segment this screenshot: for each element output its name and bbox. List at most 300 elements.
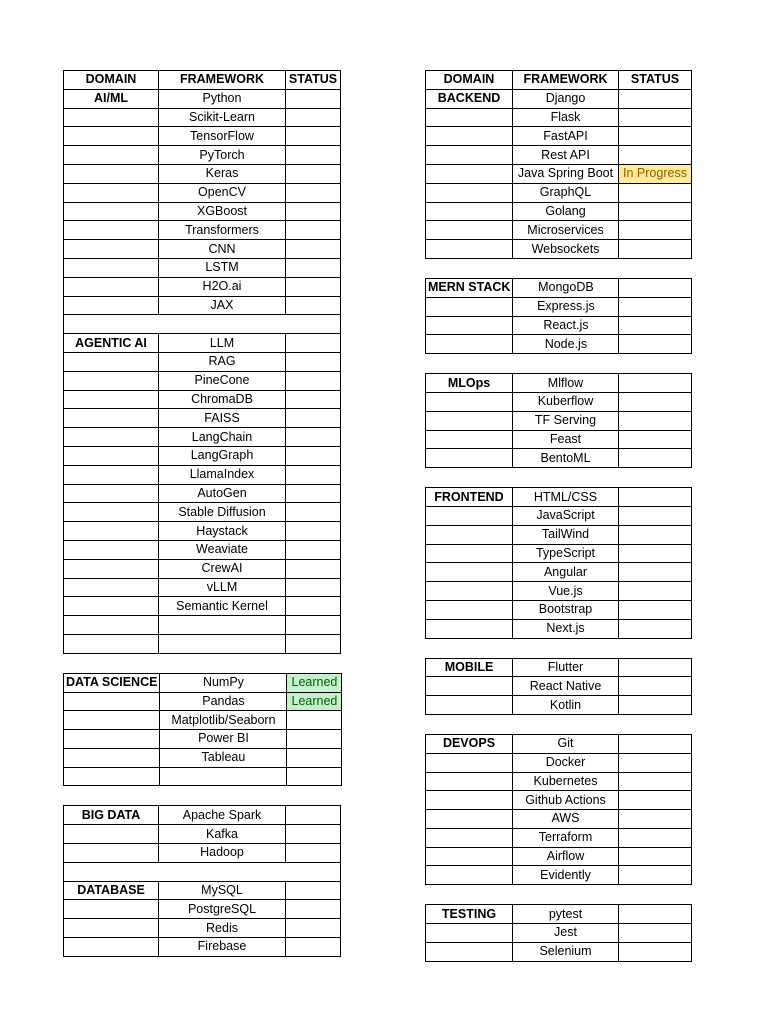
status-cell[interactable] bbox=[619, 449, 692, 468]
status-cell[interactable] bbox=[286, 127, 341, 146]
status-cell[interactable] bbox=[619, 202, 692, 221]
status-cell[interactable] bbox=[287, 748, 342, 767]
domain-cell[interactable] bbox=[64, 221, 159, 240]
status-cell[interactable] bbox=[286, 578, 341, 597]
framework-cell[interactable]: Github Actions bbox=[513, 791, 619, 810]
table-row bbox=[64, 428, 341, 447]
table-row bbox=[426, 488, 692, 507]
table-row bbox=[426, 791, 692, 810]
framework-cell[interactable]: HTML/CSS bbox=[513, 488, 619, 507]
table-row bbox=[426, 411, 692, 430]
framework-cell[interactable]: Golang bbox=[513, 202, 619, 221]
status-cell[interactable] bbox=[619, 392, 692, 411]
framework-cell[interactable]: Docker bbox=[513, 753, 619, 772]
status-cell[interactable] bbox=[619, 335, 692, 354]
domain-cell[interactable] bbox=[64, 616, 159, 635]
domain-cell[interactable] bbox=[426, 316, 513, 335]
status-cell[interactable] bbox=[286, 844, 341, 863]
status-cell[interactable] bbox=[286, 296, 341, 315]
table-row bbox=[426, 942, 692, 961]
table-row bbox=[426, 297, 692, 316]
framework-cell[interactable]: TypeScript bbox=[513, 544, 619, 563]
status-cell[interactable] bbox=[286, 559, 341, 578]
domain-cell[interactable] bbox=[426, 866, 513, 885]
framework-cell[interactable]: Express.js bbox=[513, 297, 619, 316]
domain-cell[interactable]: MLOps bbox=[426, 374, 513, 393]
framework-cell[interactable]: Kubernetes bbox=[513, 772, 619, 791]
domain-cell[interactable] bbox=[426, 335, 513, 354]
framework-cell[interactable]: Semantic Kernel bbox=[159, 597, 286, 616]
framework-cell[interactable]: MySQL bbox=[159, 881, 286, 900]
framework-cell[interactable]: Kotlin bbox=[513, 696, 619, 715]
domain-cell[interactable] bbox=[64, 559, 159, 578]
domain-cell[interactable]: BACKEND bbox=[426, 89, 513, 108]
framework-cell[interactable]: React.js bbox=[513, 316, 619, 335]
domain-cell[interactable] bbox=[64, 202, 159, 221]
domain-cell[interactable] bbox=[64, 258, 159, 277]
status-cell[interactable] bbox=[619, 696, 692, 715]
status-cell[interactable] bbox=[619, 658, 692, 677]
status-cell[interactable] bbox=[619, 619, 692, 638]
domain-cell[interactable] bbox=[64, 465, 159, 484]
framework-cell[interactable]: BentoML bbox=[513, 449, 619, 468]
header-row bbox=[426, 71, 692, 90]
domain-cell[interactable] bbox=[64, 919, 159, 938]
status-cell[interactable] bbox=[286, 202, 341, 221]
domain-cell[interactable] bbox=[426, 600, 513, 619]
domain-cell[interactable] bbox=[426, 221, 513, 240]
status-cell[interactable] bbox=[286, 258, 341, 277]
table-row bbox=[64, 108, 341, 127]
status-cell[interactable] bbox=[286, 428, 341, 447]
status-cell[interactable] bbox=[286, 503, 341, 522]
status-cell[interactable] bbox=[619, 810, 692, 829]
status-cell[interactable] bbox=[619, 677, 692, 696]
status-header-cell[interactable]: STATUS bbox=[619, 71, 692, 90]
big-data-table bbox=[63, 805, 341, 880]
status-cell[interactable] bbox=[287, 730, 342, 749]
framework-cell[interactable]: Pandas bbox=[160, 692, 287, 711]
table-row bbox=[64, 881, 341, 900]
table-row bbox=[426, 183, 692, 202]
framework-cell[interactable]: Microservices bbox=[513, 221, 619, 240]
status-cell[interactable] bbox=[286, 634, 341, 653]
domain-header-cell[interactable]: DOMAIN bbox=[426, 71, 513, 90]
domain-cell[interactable] bbox=[426, 240, 513, 259]
domain-cell[interactable] bbox=[64, 767, 160, 786]
status-cell[interactable] bbox=[286, 108, 341, 127]
framework-cell[interactable]: Mlflow bbox=[513, 374, 619, 393]
framework-cell[interactable]: Bootstrap bbox=[513, 600, 619, 619]
table-row bbox=[64, 258, 341, 277]
framework-cell[interactable]: Hadoop bbox=[159, 844, 286, 863]
domain-cell[interactable]: MERN STACK bbox=[426, 278, 513, 297]
status-cell[interactable] bbox=[619, 772, 692, 791]
status-cell[interactable] bbox=[286, 446, 341, 465]
domain-cell[interactable] bbox=[64, 428, 159, 447]
domain-cell[interactable] bbox=[426, 791, 513, 810]
framework-cell[interactable]: Kuberflow bbox=[513, 392, 619, 411]
framework-cell[interactable]: PostgreSQL bbox=[159, 900, 286, 919]
status-cell[interactable] bbox=[619, 525, 692, 544]
framework-cell[interactable]: FastAPI bbox=[513, 127, 619, 146]
table-row bbox=[64, 844, 341, 863]
domain-cell[interactable] bbox=[426, 430, 513, 449]
gap bbox=[425, 354, 692, 373]
domain-cell[interactable]: DATABASE bbox=[64, 881, 159, 900]
framework-cell[interactable]: Tableau bbox=[160, 748, 287, 767]
status-cell[interactable] bbox=[619, 240, 692, 259]
framework-cell[interactable]: Python bbox=[159, 89, 286, 108]
status-cell[interactable] bbox=[619, 791, 692, 810]
framework-cell[interactable]: Weaviate bbox=[159, 540, 286, 559]
domain-cell[interactable] bbox=[426, 753, 513, 772]
table-row bbox=[426, 847, 692, 866]
domain-cell[interactable] bbox=[64, 296, 159, 315]
domain-cell[interactable]: AGENTIC AI bbox=[64, 334, 159, 353]
framework-cell[interactable]: ChromaDB bbox=[159, 390, 286, 409]
domain-cell[interactable]: MOBILE bbox=[426, 658, 513, 677]
domain-cell[interactable] bbox=[64, 692, 160, 711]
framework-cell[interactable]: Redis bbox=[159, 919, 286, 938]
framework-cell[interactable]: Flask bbox=[513, 108, 619, 127]
table-row bbox=[64, 164, 341, 183]
table-row bbox=[64, 522, 341, 541]
status-cell[interactable] bbox=[286, 938, 341, 957]
domain-cell[interactable] bbox=[64, 730, 160, 749]
status-cell[interactable] bbox=[619, 600, 692, 619]
framework-cell[interactable]: TailWind bbox=[513, 525, 619, 544]
domain-cell[interactable] bbox=[426, 392, 513, 411]
domain-cell[interactable]: DATA SCIENCE bbox=[64, 673, 160, 692]
domain-cell[interactable] bbox=[64, 900, 159, 919]
status-cell[interactable] bbox=[286, 597, 341, 616]
framework-cell[interactable]: JAX bbox=[159, 296, 286, 315]
status-cell[interactable] bbox=[286, 825, 341, 844]
framework-cell[interactable] bbox=[159, 616, 286, 635]
domain-cell[interactable] bbox=[426, 164, 513, 183]
framework-cell[interactable] bbox=[160, 767, 287, 786]
framework-cell[interactable]: Angular bbox=[513, 563, 619, 582]
status-cell[interactable] bbox=[619, 108, 692, 127]
domain-cell[interactable] bbox=[426, 810, 513, 829]
status-cell[interactable] bbox=[619, 374, 692, 393]
framework-cell[interactable]: LlamaIndex bbox=[159, 465, 286, 484]
framework-cell[interactable]: TensorFlow bbox=[159, 127, 286, 146]
status-cell[interactable] bbox=[286, 484, 341, 503]
gap bbox=[425, 639, 692, 658]
framework-cell[interactable]: Airflow bbox=[513, 847, 619, 866]
table-row bbox=[426, 127, 692, 146]
table-row bbox=[426, 828, 692, 847]
framework-cell[interactable]: XGBoost bbox=[159, 202, 286, 221]
status-cell[interactable] bbox=[286, 352, 341, 371]
status-cell[interactable] bbox=[619, 828, 692, 847]
framework-cell[interactable]: Git bbox=[513, 734, 619, 753]
domain-cell[interactable] bbox=[426, 146, 513, 165]
table-row bbox=[64, 616, 341, 635]
domain-header-cell[interactable]: DOMAIN bbox=[64, 71, 159, 90]
framework-cell[interactable]: OpenCV bbox=[159, 183, 286, 202]
table-row bbox=[426, 810, 692, 829]
status-cell[interactable] bbox=[286, 164, 341, 183]
framework-cell[interactable]: Terraform bbox=[513, 828, 619, 847]
status-cell[interactable] bbox=[619, 430, 692, 449]
framework-cell[interactable]: PyTorch bbox=[159, 146, 286, 165]
status-cell[interactable] bbox=[286, 540, 341, 559]
framework-cell[interactable]: AWS bbox=[513, 810, 619, 829]
domain-cell[interactable] bbox=[426, 563, 513, 582]
status-cell[interactable] bbox=[286, 334, 341, 353]
domain-cell[interactable] bbox=[64, 634, 159, 653]
status-cell[interactable] bbox=[286, 409, 341, 428]
status-cell[interactable] bbox=[619, 734, 692, 753]
table-row bbox=[426, 374, 692, 393]
status-cell[interactable] bbox=[619, 847, 692, 866]
blank-cell[interactable] bbox=[64, 862, 341, 880]
framework-cell[interactable]: React Native bbox=[513, 677, 619, 696]
table-row bbox=[64, 900, 341, 919]
status-cell[interactable]: Learned bbox=[287, 692, 342, 711]
domain-cell[interactable]: TESTING bbox=[426, 905, 513, 924]
framework-cell[interactable]: CrewAI bbox=[159, 559, 286, 578]
framework-cell[interactable]: Rest API bbox=[513, 146, 619, 165]
backend-table bbox=[425, 70, 692, 259]
table-row bbox=[426, 164, 692, 183]
framework-cell[interactable]: Firebase bbox=[159, 938, 286, 957]
domain-cell[interactable] bbox=[64, 127, 159, 146]
domain-cell[interactable] bbox=[64, 825, 159, 844]
table-row bbox=[426, 866, 692, 885]
status-cell[interactable] bbox=[619, 563, 692, 582]
status-cell[interactable] bbox=[619, 297, 692, 316]
framework-cell[interactable]: RAG bbox=[159, 352, 286, 371]
aiml-table bbox=[63, 70, 341, 333]
framework-header-cell[interactable]: FRAMEWORK bbox=[159, 71, 286, 90]
domain-cell[interactable] bbox=[426, 924, 513, 943]
framework-cell[interactable]: Haystack bbox=[159, 522, 286, 541]
status-cell[interactable] bbox=[286, 221, 341, 240]
table-row bbox=[64, 409, 341, 428]
status-cell[interactable] bbox=[619, 488, 692, 507]
status-cell[interactable] bbox=[619, 905, 692, 924]
framework-cell[interactable]: Transformers bbox=[159, 221, 286, 240]
table-row bbox=[64, 334, 341, 353]
framework-cell[interactable]: Node.js bbox=[513, 335, 619, 354]
status-cell[interactable] bbox=[286, 616, 341, 635]
domain-cell[interactable] bbox=[64, 597, 159, 616]
framework-header-cell[interactable]: FRAMEWORK bbox=[513, 71, 619, 90]
table-row bbox=[64, 938, 341, 957]
framework-cell[interactable]: Jest bbox=[513, 924, 619, 943]
status-cell[interactable] bbox=[619, 221, 692, 240]
domain-cell[interactable] bbox=[426, 525, 513, 544]
status-cell[interactable] bbox=[286, 881, 341, 900]
framework-cell[interactable]: LSTM bbox=[159, 258, 286, 277]
gap bbox=[425, 468, 692, 487]
status-cell[interactable] bbox=[286, 900, 341, 919]
framework-cell[interactable]: Stable Diffusion bbox=[159, 503, 286, 522]
domain-cell[interactable] bbox=[426, 942, 513, 961]
domain-cell[interactable] bbox=[426, 619, 513, 638]
domain-cell[interactable] bbox=[426, 506, 513, 525]
domain-cell[interactable] bbox=[64, 503, 159, 522]
table-row bbox=[426, 430, 692, 449]
framework-cell[interactable]: Vue.js bbox=[513, 582, 619, 601]
framework-cell[interactable]: Power BI bbox=[160, 730, 287, 749]
framework-cell[interactable]: Evidently bbox=[513, 866, 619, 885]
status-cell[interactable] bbox=[286, 146, 341, 165]
status-cell[interactable] bbox=[286, 277, 341, 296]
frontend-table bbox=[425, 487, 692, 638]
framework-cell[interactable]: JavaScript bbox=[513, 506, 619, 525]
status-cell[interactable] bbox=[619, 278, 692, 297]
status-cell[interactable]: In Progress bbox=[619, 164, 692, 183]
framework-cell[interactable]: Next.js bbox=[513, 619, 619, 638]
status-cell[interactable] bbox=[286, 183, 341, 202]
domain-cell[interactable] bbox=[64, 446, 159, 465]
status-cell[interactable] bbox=[619, 866, 692, 885]
framework-cell[interactable]: FAISS bbox=[159, 409, 286, 428]
domain-cell[interactable] bbox=[426, 677, 513, 696]
status-cell[interactable] bbox=[619, 506, 692, 525]
blank-cell[interactable] bbox=[64, 315, 341, 333]
domain-cell[interactable] bbox=[64, 164, 159, 183]
status-cell[interactable] bbox=[286, 371, 341, 390]
framework-cell[interactable]: AutoGen bbox=[159, 484, 286, 503]
domain-cell[interactable]: FRONTEND bbox=[426, 488, 513, 507]
testing-table bbox=[425, 904, 692, 961]
table-row bbox=[426, 146, 692, 165]
domain-cell[interactable] bbox=[64, 711, 160, 730]
domain-cell[interactable] bbox=[64, 277, 159, 296]
domain-cell[interactable] bbox=[64, 409, 159, 428]
framework-cell[interactable]: Apache Spark bbox=[159, 806, 286, 825]
domain-cell[interactable] bbox=[426, 108, 513, 127]
status-cell[interactable] bbox=[619, 183, 692, 202]
framework-cell[interactable]: CNN bbox=[159, 240, 286, 259]
framework-cell[interactable]: Kafka bbox=[159, 825, 286, 844]
framework-cell[interactable]: Django bbox=[513, 89, 619, 108]
framework-cell[interactable]: Flutter bbox=[513, 658, 619, 677]
framework-cell[interactable]: vLLM bbox=[159, 578, 286, 597]
domain-cell[interactable] bbox=[64, 844, 159, 863]
domain-cell[interactable] bbox=[64, 240, 159, 259]
status-cell[interactable] bbox=[619, 127, 692, 146]
domain-cell[interactable] bbox=[64, 938, 159, 957]
framework-cell[interactable]: LangGraph bbox=[159, 446, 286, 465]
domain-cell[interactable] bbox=[64, 390, 159, 409]
data-science-table bbox=[63, 673, 342, 787]
framework-cell[interactable]: LLM bbox=[159, 334, 286, 353]
status-cell[interactable] bbox=[286, 465, 341, 484]
domain-cell[interactable] bbox=[64, 748, 160, 767]
domain-cell[interactable] bbox=[426, 582, 513, 601]
framework-cell[interactable]: PineCone bbox=[159, 371, 286, 390]
framework-cell[interactable]: GraphQL bbox=[513, 183, 619, 202]
framework-cell[interactable]: H2O.ai bbox=[159, 277, 286, 296]
framework-cell[interactable]: Websockets bbox=[513, 240, 619, 259]
domain-cell[interactable]: BIG DATA bbox=[64, 806, 159, 825]
domain-cell[interactable] bbox=[426, 297, 513, 316]
framework-cell[interactable]: pytest bbox=[513, 905, 619, 924]
status-cell[interactable] bbox=[619, 582, 692, 601]
status-cell[interactable] bbox=[287, 711, 342, 730]
domain-cell[interactable] bbox=[426, 847, 513, 866]
domain-cell[interactable] bbox=[426, 411, 513, 430]
domain-cell[interactable] bbox=[426, 183, 513, 202]
domain-cell[interactable] bbox=[426, 127, 513, 146]
domain-cell[interactable] bbox=[64, 371, 159, 390]
status-cell[interactable] bbox=[619, 753, 692, 772]
status-cell[interactable] bbox=[619, 89, 692, 108]
status-cell[interactable] bbox=[286, 390, 341, 409]
domain-cell[interactable] bbox=[64, 484, 159, 503]
framework-cell[interactable]: TF Serving bbox=[513, 411, 619, 430]
status-cell[interactable] bbox=[619, 411, 692, 430]
gap bbox=[425, 715, 692, 734]
domain-cell[interactable] bbox=[64, 146, 159, 165]
framework-cell[interactable]: Java Spring Boot bbox=[513, 164, 619, 183]
status-cell[interactable] bbox=[619, 924, 692, 943]
gap bbox=[425, 259, 692, 278]
status-cell[interactable] bbox=[286, 806, 341, 825]
status-cell[interactable] bbox=[286, 89, 341, 108]
domain-cell[interactable] bbox=[64, 540, 159, 559]
domain-cell[interactable]: AI/ML bbox=[64, 89, 159, 108]
domain-cell[interactable] bbox=[426, 202, 513, 221]
domain-cell[interactable] bbox=[64, 183, 159, 202]
framework-cell[interactable]: Selenium bbox=[513, 942, 619, 961]
framework-cell[interactable]: NumPy bbox=[160, 673, 287, 692]
domain-cell[interactable] bbox=[426, 696, 513, 715]
framework-cell[interactable]: Feast bbox=[513, 430, 619, 449]
status-cell[interactable] bbox=[286, 522, 341, 541]
status-cell[interactable] bbox=[286, 919, 341, 938]
table-row bbox=[64, 277, 341, 296]
table-row bbox=[64, 202, 341, 221]
domain-cell[interactable] bbox=[64, 352, 159, 371]
table-row bbox=[426, 392, 692, 411]
framework-cell[interactable]: Keras bbox=[159, 164, 286, 183]
status-cell[interactable] bbox=[287, 767, 342, 786]
framework-cell[interactable]: Matplotlib/Seaborn bbox=[160, 711, 287, 730]
domain-cell[interactable] bbox=[64, 578, 159, 597]
framework-cell[interactable]: MongoDB bbox=[513, 278, 619, 297]
table-row bbox=[64, 240, 341, 259]
status-cell[interactable] bbox=[286, 240, 341, 259]
framework-cell[interactable]: Scikit-Learn bbox=[159, 108, 286, 127]
status-cell[interactable]: Learned bbox=[287, 673, 342, 692]
status-cell[interactable] bbox=[619, 544, 692, 563]
domain-cell[interactable]: DEVOPS bbox=[426, 734, 513, 753]
table-row bbox=[64, 825, 341, 844]
framework-cell[interactable] bbox=[159, 634, 286, 653]
framework-cell[interactable]: LangChain bbox=[159, 428, 286, 447]
domain-cell[interactable] bbox=[426, 828, 513, 847]
table-row bbox=[426, 696, 692, 715]
status-cell[interactable] bbox=[619, 316, 692, 335]
domain-cell[interactable] bbox=[426, 544, 513, 563]
status-header-cell[interactable]: STATUS bbox=[286, 71, 341, 90]
domain-cell[interactable] bbox=[426, 449, 513, 468]
domain-cell[interactable] bbox=[64, 108, 159, 127]
mern-stack-table bbox=[425, 278, 692, 354]
domain-cell[interactable] bbox=[64, 522, 159, 541]
status-cell[interactable] bbox=[619, 942, 692, 961]
status-cell[interactable] bbox=[619, 146, 692, 165]
domain-cell[interactable] bbox=[426, 772, 513, 791]
